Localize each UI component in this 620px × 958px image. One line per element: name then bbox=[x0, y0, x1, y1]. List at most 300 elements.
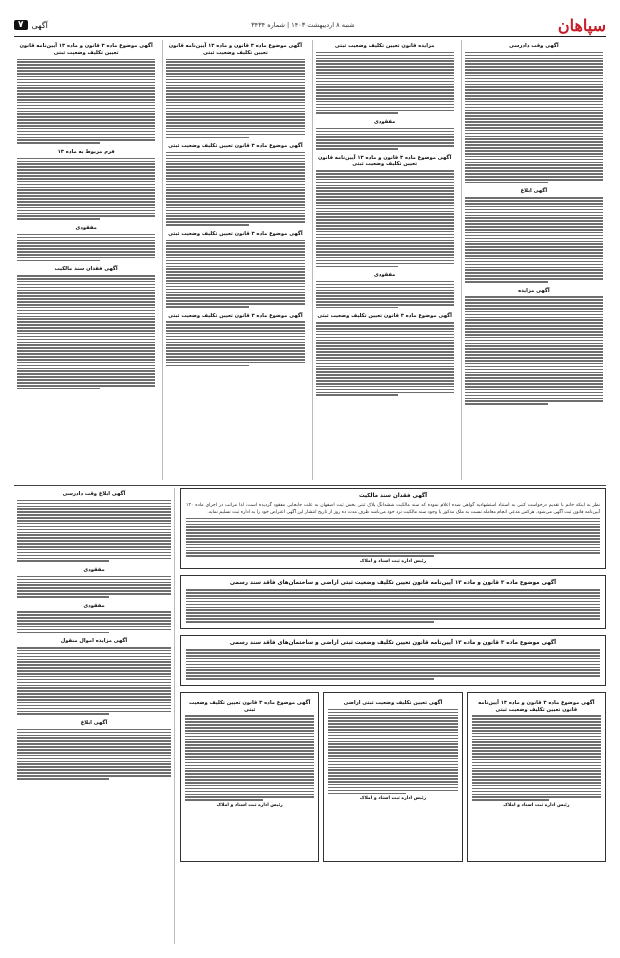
text-line bbox=[17, 204, 155, 206]
text-line bbox=[465, 377, 603, 379]
text-line bbox=[328, 709, 457, 711]
bottom-notice-1 bbox=[467, 692, 606, 862]
text-line bbox=[186, 661, 600, 663]
text-line bbox=[166, 266, 304, 268]
text-line bbox=[328, 715, 457, 717]
text-line bbox=[17, 292, 155, 294]
text-line bbox=[316, 377, 454, 379]
notice bbox=[17, 603, 171, 634]
text-line bbox=[316, 342, 454, 344]
text-line bbox=[465, 249, 603, 251]
text-line bbox=[465, 241, 603, 243]
text-line bbox=[465, 322, 603, 324]
text-line bbox=[316, 366, 454, 368]
text-line bbox=[185, 788, 314, 790]
text-line bbox=[316, 101, 454, 103]
text-line bbox=[185, 736, 314, 738]
text-line bbox=[17, 139, 155, 141]
text-line bbox=[472, 724, 601, 726]
text-line bbox=[465, 246, 603, 248]
text-line bbox=[465, 345, 603, 347]
text-line bbox=[166, 184, 304, 186]
text-line bbox=[166, 119, 304, 121]
text-line bbox=[465, 340, 603, 342]
notice-title: آگهی مزایده اموال منقول bbox=[60, 638, 128, 645]
text-line bbox=[465, 395, 603, 397]
text-line bbox=[316, 251, 454, 253]
text-line bbox=[166, 280, 304, 282]
text-line bbox=[316, 148, 399, 150]
text-line bbox=[186, 609, 600, 611]
text-line bbox=[17, 137, 155, 139]
text-line bbox=[166, 324, 304, 326]
text-line bbox=[186, 667, 600, 669]
notice bbox=[185, 700, 314, 808]
text-line bbox=[316, 374, 454, 376]
column-4 bbox=[14, 40, 158, 480]
text-line bbox=[166, 99, 304, 101]
notice bbox=[328, 700, 457, 801]
text-line bbox=[185, 770, 314, 772]
text-line bbox=[166, 294, 304, 296]
text-line bbox=[316, 394, 399, 396]
text-line bbox=[186, 524, 600, 526]
text-line bbox=[316, 337, 454, 339]
text-line bbox=[17, 758, 171, 760]
text-line bbox=[17, 382, 155, 384]
text-line bbox=[17, 336, 155, 338]
text-line bbox=[316, 228, 454, 230]
section-label: آگهی bbox=[31, 20, 48, 30]
text-line bbox=[472, 762, 601, 764]
text-line bbox=[328, 784, 457, 786]
text-line bbox=[465, 319, 603, 321]
text-line bbox=[186, 607, 600, 609]
text-line bbox=[465, 104, 603, 106]
text-line bbox=[166, 263, 304, 265]
text-line bbox=[465, 60, 603, 62]
page-header bbox=[14, 14, 606, 37]
text-line bbox=[185, 721, 314, 723]
text-line bbox=[185, 756, 314, 758]
text-line bbox=[166, 111, 304, 113]
text-line bbox=[166, 344, 304, 346]
text-line bbox=[166, 198, 304, 200]
text-line bbox=[465, 229, 603, 231]
text-line bbox=[465, 360, 603, 362]
text-line bbox=[316, 368, 454, 370]
text-line bbox=[328, 769, 457, 771]
text-line bbox=[17, 192, 155, 194]
text-line bbox=[316, 196, 454, 198]
text-line bbox=[465, 124, 603, 126]
text-line bbox=[17, 705, 171, 707]
text-line bbox=[465, 173, 603, 175]
text-line bbox=[17, 350, 155, 352]
text-line bbox=[465, 299, 603, 301]
text-line bbox=[465, 52, 603, 54]
text-line bbox=[328, 793, 406, 795]
text-line bbox=[465, 133, 603, 135]
text-line bbox=[316, 292, 454, 294]
text-line bbox=[17, 584, 171, 586]
text-line bbox=[17, 676, 171, 678]
text-line bbox=[316, 170, 454, 172]
issue-line: شنبه ۸ اردیبهشت ۱۴۰۳ | شماره ۳۴۳۴ bbox=[251, 21, 355, 29]
text-line bbox=[472, 768, 601, 770]
text-line bbox=[465, 261, 603, 263]
text-line bbox=[166, 268, 304, 270]
text-line bbox=[328, 746, 457, 748]
bottom-notice-2 bbox=[323, 692, 462, 862]
text-line bbox=[17, 761, 171, 763]
text-line bbox=[186, 541, 600, 543]
notice-title: آگهی ابلاغ bbox=[520, 188, 548, 195]
text-line bbox=[17, 339, 155, 341]
text-line bbox=[166, 93, 304, 95]
text-line bbox=[465, 369, 603, 371]
text-line bbox=[17, 113, 155, 115]
text-line bbox=[316, 281, 454, 283]
text-line bbox=[17, 685, 171, 687]
text-line bbox=[472, 785, 601, 787]
text-line bbox=[328, 738, 457, 740]
notice-body bbox=[17, 576, 171, 598]
text-line bbox=[166, 192, 304, 194]
text-line bbox=[316, 131, 454, 133]
notice-signature: رئیس اداره ثبت اسناد و املاک bbox=[359, 796, 427, 802]
text-line bbox=[465, 217, 603, 219]
text-line bbox=[465, 325, 603, 327]
lower-main-panel bbox=[180, 488, 606, 944]
text-line bbox=[17, 526, 171, 528]
text-line bbox=[465, 69, 603, 71]
text-line bbox=[166, 248, 304, 250]
text-line bbox=[17, 278, 155, 280]
text-line bbox=[17, 195, 155, 197]
section-divider bbox=[14, 485, 606, 486]
notice-body bbox=[185, 715, 314, 800]
text-line bbox=[17, 656, 171, 658]
text-line bbox=[17, 64, 155, 66]
text-line bbox=[17, 275, 155, 277]
notice-body bbox=[166, 240, 304, 308]
text-line bbox=[17, 61, 155, 63]
text-line bbox=[17, 537, 171, 539]
text-line bbox=[186, 621, 434, 623]
text-line bbox=[316, 234, 454, 236]
text-line bbox=[316, 145, 454, 147]
text-line bbox=[17, 119, 155, 121]
text-line bbox=[472, 741, 601, 743]
lower-section bbox=[14, 488, 606, 944]
notice bbox=[166, 143, 304, 226]
text-line bbox=[472, 765, 601, 767]
text-line bbox=[17, 650, 171, 652]
text-line bbox=[166, 161, 304, 163]
text-line bbox=[328, 775, 457, 777]
text-line bbox=[17, 587, 171, 589]
text-line bbox=[316, 211, 454, 213]
text-line bbox=[185, 741, 314, 743]
text-line bbox=[465, 255, 603, 257]
text-line bbox=[166, 271, 304, 273]
text-line bbox=[186, 652, 600, 654]
notice bbox=[166, 43, 304, 138]
text-line bbox=[465, 348, 603, 350]
text-line bbox=[17, 529, 171, 531]
text-line bbox=[166, 87, 304, 89]
text-line bbox=[166, 210, 304, 212]
text-line bbox=[166, 122, 304, 124]
text-line bbox=[465, 164, 603, 166]
text-line bbox=[166, 218, 304, 220]
notice-title: آگهی مزایده bbox=[518, 287, 550, 294]
text-line bbox=[316, 237, 454, 239]
text-line bbox=[465, 275, 603, 277]
text-line bbox=[17, 281, 155, 283]
text-line bbox=[17, 632, 109, 634]
text-line bbox=[166, 105, 304, 107]
text-line bbox=[465, 179, 603, 181]
notice bbox=[166, 313, 304, 367]
text-line bbox=[17, 342, 155, 344]
notice bbox=[17, 266, 155, 389]
text-line bbox=[316, 348, 454, 350]
notice bbox=[17, 638, 171, 715]
text-line bbox=[472, 799, 550, 801]
text-line bbox=[17, 766, 171, 768]
text-line bbox=[17, 215, 155, 217]
text-line bbox=[17, 128, 155, 130]
text-line bbox=[166, 297, 304, 299]
notice-body bbox=[17, 647, 171, 715]
text-line bbox=[166, 303, 304, 305]
text-line bbox=[17, 125, 155, 127]
text-line bbox=[328, 723, 457, 725]
text-line bbox=[166, 286, 304, 288]
text-line bbox=[186, 669, 600, 671]
lower-left-column bbox=[14, 488, 175, 944]
text-line bbox=[316, 284, 454, 286]
text-line bbox=[17, 778, 109, 780]
text-line bbox=[316, 139, 454, 141]
text-line bbox=[316, 298, 454, 300]
text-line bbox=[166, 102, 304, 104]
text-line bbox=[328, 732, 457, 734]
text-line bbox=[465, 58, 603, 60]
text-line bbox=[472, 715, 601, 717]
text-line bbox=[316, 242, 454, 244]
text-line bbox=[17, 158, 155, 160]
text-line bbox=[17, 626, 171, 628]
text-line bbox=[316, 187, 454, 189]
text-line bbox=[316, 136, 454, 138]
text-line bbox=[185, 791, 314, 793]
text-line bbox=[17, 298, 155, 300]
text-line bbox=[186, 601, 600, 603]
text-line bbox=[328, 781, 457, 783]
text-line bbox=[316, 190, 454, 192]
text-line bbox=[316, 331, 454, 333]
text-line bbox=[17, 376, 155, 378]
notice-title: فرم مربوط به ماده ۱۳ bbox=[57, 148, 115, 155]
text-line bbox=[465, 296, 603, 298]
bottom-notice-3 bbox=[180, 692, 319, 862]
text-line bbox=[17, 673, 171, 675]
text-line bbox=[17, 763, 171, 765]
text-line bbox=[185, 773, 314, 775]
text-line bbox=[17, 67, 155, 69]
text-line bbox=[472, 796, 601, 798]
text-line bbox=[166, 257, 304, 259]
text-line bbox=[316, 134, 454, 136]
text-line bbox=[186, 615, 600, 617]
text-line bbox=[328, 712, 457, 714]
text-line bbox=[465, 89, 603, 91]
text-line bbox=[166, 204, 304, 206]
notice-title: مفقودی bbox=[373, 272, 396, 279]
text-line bbox=[17, 729, 171, 731]
text-line bbox=[316, 199, 454, 201]
text-line bbox=[166, 251, 304, 253]
text-line bbox=[316, 173, 454, 175]
text-line bbox=[465, 363, 603, 365]
text-line bbox=[166, 300, 304, 302]
text-line bbox=[316, 63, 454, 65]
text-line bbox=[465, 167, 603, 169]
main-notice-body: نظر به اینکه خانم با تقدیم درخواست کتبی به استناد استشهادیه گواهی شده اعلام نموده که سند مالکیت ششدانگ پلاک ثبتی بخش ثبت اصفهان به علت جابجایی مفقود گردیده است، لذا مراتب در اجرای ماده ۱۲۰ آیین‌نامه قانون ثبت آگهی می‌شود. هرکس مدعی انجام معامله نسبت به ملک مذکور یا وجود سند مالکیت نزد خود می‌باشد ظرف مدت ده روز از تاریخ انتشار این آگهی اعتراض خود را به اداره ثبت تسلیم نماید. bbox=[186, 503, 600, 516]
text-line bbox=[316, 245, 454, 247]
text-line bbox=[17, 284, 155, 286]
text-line bbox=[17, 257, 155, 259]
text-line bbox=[17, 614, 171, 616]
text-line bbox=[472, 733, 601, 735]
text-line bbox=[166, 336, 304, 338]
text-line bbox=[465, 98, 603, 100]
text-line bbox=[17, 82, 155, 84]
text-line bbox=[316, 202, 454, 204]
text-line bbox=[17, 702, 171, 704]
text-line bbox=[17, 108, 155, 110]
text-line bbox=[186, 518, 600, 520]
text-line bbox=[328, 778, 457, 780]
notice bbox=[17, 491, 171, 562]
text-line bbox=[316, 219, 454, 221]
notice bbox=[316, 155, 454, 267]
text-line bbox=[185, 768, 314, 770]
text-line bbox=[17, 172, 155, 174]
text-line bbox=[17, 93, 155, 95]
text-line bbox=[465, 153, 603, 155]
text-line bbox=[316, 75, 454, 77]
text-line bbox=[17, 617, 171, 619]
notice-title: آگهی موضوع ماده ۳ قانون تعیین تکلیف وضعیت ثبتی bbox=[168, 312, 303, 319]
text-line bbox=[186, 658, 600, 660]
text-line bbox=[465, 138, 603, 140]
text-line bbox=[328, 749, 457, 751]
notice-body bbox=[316, 281, 454, 309]
text-line bbox=[185, 796, 314, 798]
text-line bbox=[17, 301, 155, 303]
text-line bbox=[472, 773, 601, 775]
text-line bbox=[328, 752, 457, 754]
text-line bbox=[17, 234, 155, 236]
text-line bbox=[17, 178, 155, 180]
text-line bbox=[472, 721, 601, 723]
text-line bbox=[316, 86, 454, 88]
text-line bbox=[472, 747, 601, 749]
text-line bbox=[465, 398, 603, 400]
text-line bbox=[465, 118, 603, 120]
notice-body bbox=[17, 158, 155, 220]
text-line bbox=[17, 514, 171, 516]
text-line bbox=[17, 307, 155, 309]
notice-body bbox=[316, 322, 454, 396]
text-line bbox=[472, 779, 601, 781]
notice-title: آگهی فقدان سند مالکیت bbox=[54, 266, 118, 273]
text-line bbox=[186, 612, 600, 614]
text-line bbox=[185, 750, 314, 752]
text-line bbox=[166, 189, 304, 191]
text-line bbox=[465, 176, 603, 178]
text-line bbox=[17, 532, 171, 534]
text-line bbox=[472, 739, 601, 741]
text-line bbox=[465, 380, 603, 382]
text-line bbox=[328, 758, 457, 760]
text-line bbox=[465, 112, 603, 114]
text-line bbox=[316, 301, 454, 303]
text-line bbox=[316, 84, 454, 86]
text-line bbox=[316, 328, 454, 330]
text-line bbox=[17, 682, 171, 684]
text-line bbox=[17, 99, 155, 101]
text-line bbox=[465, 302, 603, 304]
text-line bbox=[17, 769, 171, 771]
text-line bbox=[166, 163, 304, 165]
text-line bbox=[185, 715, 314, 717]
text-line bbox=[17, 699, 171, 701]
text-line bbox=[17, 187, 155, 189]
text-line bbox=[17, 333, 155, 335]
text-line bbox=[17, 316, 155, 318]
notice bbox=[316, 313, 454, 396]
text-line bbox=[316, 392, 454, 394]
text-line bbox=[17, 330, 155, 332]
text-line bbox=[166, 76, 304, 78]
text-line bbox=[465, 317, 603, 319]
text-line bbox=[185, 759, 314, 761]
text-line bbox=[17, 287, 155, 289]
text-line bbox=[17, 503, 171, 505]
text-line bbox=[186, 535, 600, 537]
text-line bbox=[465, 66, 603, 68]
text-line bbox=[465, 374, 603, 376]
notice-body bbox=[17, 59, 155, 144]
text-line bbox=[17, 664, 171, 666]
notice bbox=[17, 149, 155, 220]
text-line bbox=[316, 351, 454, 353]
text-line bbox=[465, 357, 603, 359]
text-line bbox=[17, 775, 171, 777]
text-line bbox=[465, 386, 603, 388]
text-line bbox=[17, 201, 155, 203]
text-line bbox=[17, 142, 100, 144]
text-line bbox=[185, 799, 263, 801]
text-line bbox=[316, 254, 454, 256]
text-line bbox=[316, 98, 454, 100]
text-line bbox=[316, 295, 454, 297]
